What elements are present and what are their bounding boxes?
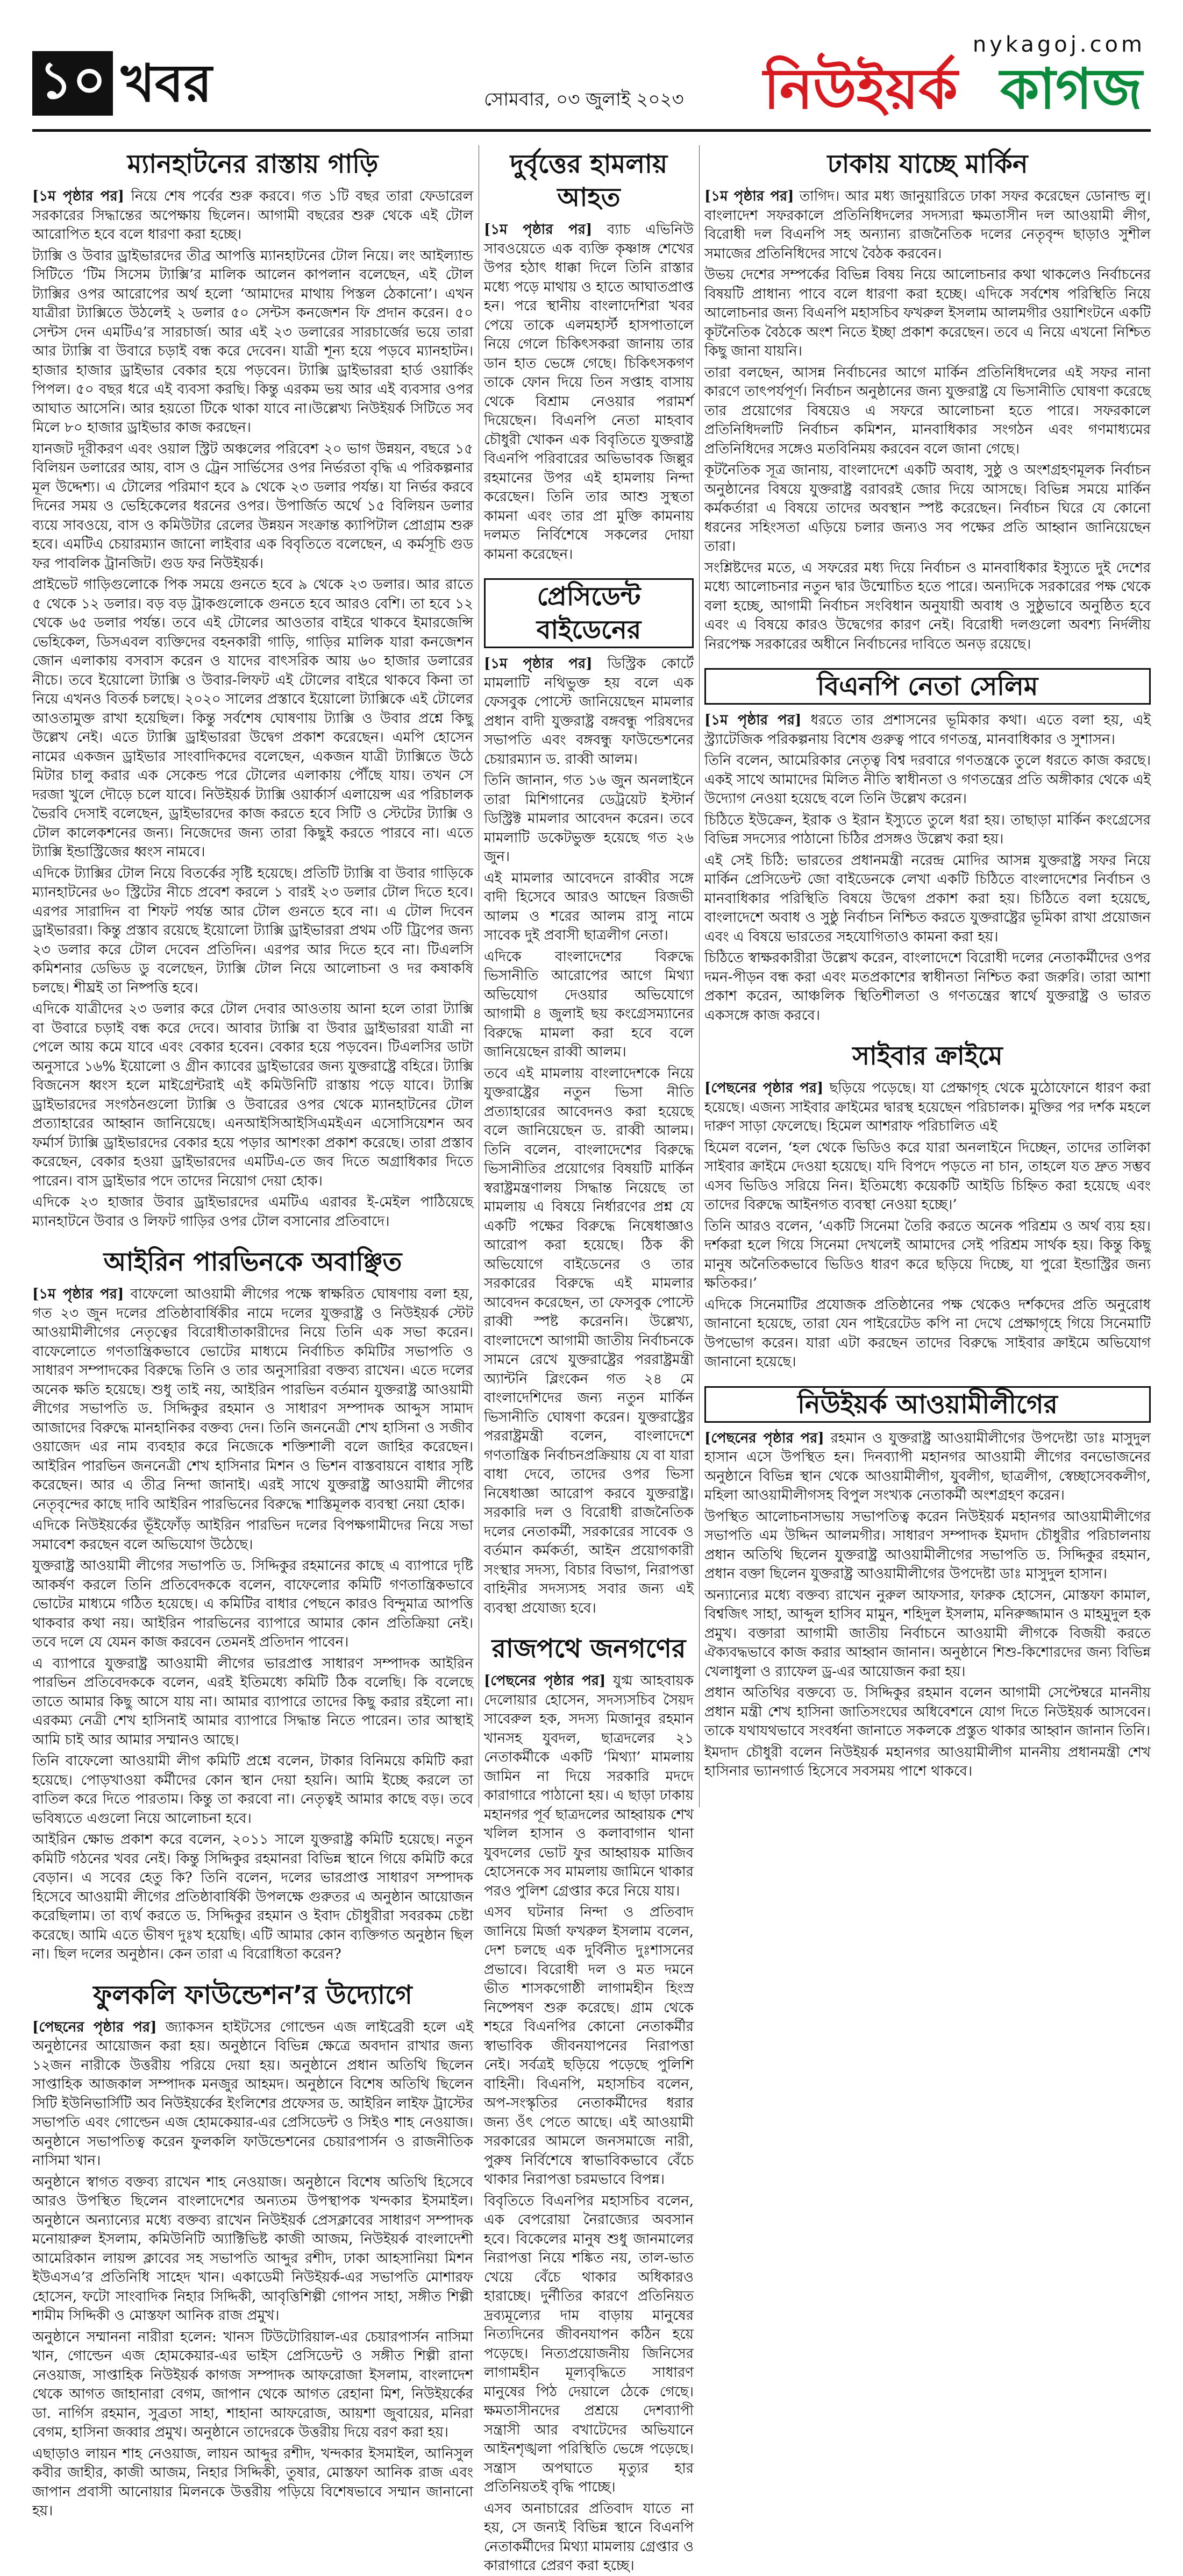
continuation-tag: [পেছনের পৃষ্ঠার পর] [704,1080,824,1096]
article-paragraph: যানজট দূরীকরণ এবং ওয়াল স্ট্রিট অঞ্চলের পরিবেশ ২০ ভাগ উন্নয়ন, বছরে ১৫ বিলিয়ন ডলারের আয়, বাস ও ট্রেন সার্ভিসের ওপর নির্ভরতা বৃদ্ধি এ পরিকল্পনার মূল উদ্দেশ্য। এ টোলের পরিমাণ হবে ৯ থেকে ২৩ ডলার পর্যন্ত। যা নির্ভর করবে দিনের সময় ও ভেহিকেলের ধরনের ওপর। উপার্জিত অর্থে ১৫ বিলিয়ন ডলার ব্যয়ে সাবওয়ে, বাস ও কমিউটার রেলের উন্নয়ন সংক্রান্ত ক্যাপিটাল প্রোগ্রাম শুরু হবে। এমটিএ চেয়ারম্যান জানো লাইবার এক বিবৃতিতে বলেছেন, এ কর্মসূচি গুড ফর পাবলিক ট্রানজিট। গুড ফর নিউইয়র্ক। [32,441,473,572]
article-paragraph [32,2018,473,2171]
dateline: সোমবার, ০৩ জুলাই ২০২৩ [484,89,684,110]
paragraph-text: বাফেলো আওয়ামী লীগের পক্ষে স্বাক্ষরিত ঘোষণায় বলা হয়, গত ২৩ জুন দলের প্রতিষ্ঠাবার্ষিকীর নামে দলের যুক্তরাষ্ট্র ও নিউইয়র্ক স্টেট আওয়ামীলীগের নেতৃত্বের বিরোধীতাকারীদের নিয়ে তিনি এক সভা করেন। বাফেলোতে গণতান্ত্রিকভাবে ভোটের মাধ্যমে নির্বাচিত কমিটির সভাপতি ও সাধারণ সম্পাদকের বিরুদ্ধে তিনি ও তার অনুসারিরা বক্তব্য রাখেন। এতে দলের অনেক ক্ষতি হয়েছে। শুধু তাই নয়, আইরিন পারভিন বর্তমান যুক্তরাষ্ট্র আওয়ামী লীগের সভাপতি ড. সিদ্দিকুর রহমান ও সাধারণ সম্পাদক আব্দুস সামাদ আজাদের বিরুদ্ধে মানহানিকর বক্তব্য দেন। তিনি জননেত্রী শেখ হাসিনা ও সজীব ওয়াজেদ এর নাম ব্যবহার করে নিজেকে শক্তিশালী বলে জাহির করেছেন। আইরিন পারভিন জননেত্রী শেখ হাসিনার মিশন ও ভিশন বাস্তবায়নে বাধার সৃষ্টি করেছেন। আর এ তীব্র নিন্দা জানাই। এরই সাথে যুক্তরাষ্ট্র আওয়ামী লীগের নেতৃবৃন্দের কাছে দাবি আইরিন পারভিনের বিরুদ্ধে শাস্তিমূলক ব্যবস্থা নেয়া হোক। [32,1286,473,1513]
article-paragraph [704,1429,1151,1506]
article-paragraph: অন্যান্যের মধ্যে বক্তব্য রাখেন নুরুল আফসার, ফারুক হোসেন, মোস্তফা কামাল, বিশ্বজিৎ সাহা, আব্দুল হাসিব মামুন, শহিদুল ইসলাম, মনিরুজ্জামান ও মাহমুদুল হক প্রমুখ। বক্তারা আগামী জাতীয় নির্বাচনে আওয়ামী লীগকে বিজয়ী করতে ঐক্যবদ্ধভাবে কাজ করার আহ্বান জানান। অনুষ্ঠানে শিশু-কিশোরদের জন্য বিভিন্ন খেলাধুলা ও র‍্যাফেল ড্র-এর আয়োজন করা হয়। [704,1587,1151,1680]
article-dhaka [704,147,1151,654]
article-paragraph [32,1285,473,1514]
article-paragraph: এ ব্যাপারে যুক্তরাষ্ট্র আওয়ামী লীগের ভারপ্রাপ্ত সাধারণ সম্পাদক আইরিন পারভিন প্রতিবেদককে বলেন, এরই ইতিমধ্যে কমিটি ঠিক বলেছি। কি বলেছে তাতে আমার কিছু আসে যায় না। আমার ব্যাপারে তাদের কিছু করার রইলো না। এরকম্য নেত্রী শেখ হাসিনাই আমার ব্যাপারে সিদ্ধান্ত নিতে পারেন। তার আস্থাই আমি চাই আর আমার সম্মানও আছে। [32,1655,473,1748]
article-paragraph: তিনি বলেন, আমেরিকার নেতৃত্ব বিশ্ব দরবারে গণতন্ত্রকে তুলে ধরতে কাজ করছে। একই সাথে আমাদের মিলিত নীতি স্বাধীনতা ও গণতন্ত্রের প্রতি অঙ্গীকার থেকে এই উদ্যোগ নেওয়া হয়েছে বলে তিনি উল্লেখ করেন। [704,753,1151,807]
page-number: ১০ [32,51,113,116]
article-paragraph: উভয় দেশের সম্পর্কের বিভিন্ন বিষয় নিয়ে আলোচনার কথা থাকলেও নির্বাচনের বিষয়টি প্রাধান্য পাবে বলে ধারণা করা হচ্ছে। এদিকে সর্বশেষ পরিস্থিতি নিয়ে আলোচনার জন্য বিএনপি মহাসচিব ফখরুল ইসলাম আলমগীর ওয়াশিংটনে একটি কূটনৈতিক বৈঠকে অংশ নিতে ইচ্ছা প্রকাশ করেছেন। তবে এ নিয়ে এখনো নিশ্চিত কিছু জানা যায়নি। [704,267,1151,359]
article-paragraph: এদিকে সিনেমাটির প্রযোজক প্রতিষ্ঠানের পক্ষ থেকেও দর্শকদের প্রতি অনুরোধ জানানো হয়েছে, তারা যেন পাইরেটেড কপি না দেখে প্রেক্ষাগৃহে গিয়ে সিনেমাটি উপভোগ করেন। যারা এটা করছেন তাদের বিরুদ্ধে সাইবার ক্রাইমে অভিযোগ জানানো হয়েছে। [704,1296,1151,1370]
paragraph-text: ব্যাচ এভিনিউ সাবওয়েতে এক ব্যক্তি কৃষ্ণাঙ্গ শেখের উপর হঠাৎ ধাক্কা দিলে তিনি রাস্তার মধ্যে পড়ে মাথায় ও হাতে আঘাতপ্রাপ্ত হন। পরে স্থানীয় বাংলাদেশিরা খবর পেয়ে তাকে এলমহার্স্ট হাসপাতালে নিয়ে গেলে চিকিৎসকরা জানায় তার ডান হাত ভেঙ্গে গেছে। চিকিৎসকগণ তাকে ফোন দিয়ে তিন সপ্তাহ বাসায় থেকে বিশ্রাম নেওয়ার পরামর্শ দিয়েছেন। বিএনপি নেতা মাহবাব চৌধুরী খোকন এক বিবৃতিতে যুক্তরাষ্ট্র বিএনপি পরিবারের অভিভাবক জিল্লুর রহমানের উপর এই হামলায় নিন্দা করেছেন। তিনি তার আশু সুস্থতা কামনা এবং তার প্রা মুক্তি কামনায় দলমত নির্বিশেষে সকলের দোয়া কামনা করেছেন। [484,222,694,563]
article-paragraph: উপস্থিত আলোচনাসভায় সভাপতিত্ব করেন নিউইয়র্ক মহানগর আওয়ামীলীগের সভাপতি এম উদ্দিন আলমগীর। সাধারণ সম্পাদক ইমদাদ চৌধুরীর পরিচালনায় প্রধান অতিথি ছিলেন যুক্তরাষ্ট্র আওয়ামীলীগের সভাপতি ড. সিদ্দিকুর রহমান, প্রধান বক্তা ছিলেন যুক্তরাষ্ট্র আওয়ামীলীগের উপদেষ্টা ডাঃ মাসুদুল হাসান। [704,1508,1151,1582]
article-headline: নিউইয়র্ক আওয়ামীলীগের [704,1386,1151,1423]
article-paragraph: এসব ঘটনার নিন্দা ও প্রতিবাদ জানিয়ে মির্জা ফখরুল ইসলাম বলেন, দেশ চলছে এক দুর্বিনীত দুঃশাসনের প্রভাবে। বিরোধী দল ও মত দমনে ভীত শাসকগোষ্ঠী লাগামহীন হিংস্র নিষ্পেষণ শুরু করেছে। গ্রাম থেকে শহরে বিএনপির কোনো নেতাকর্মীর স্বাভাবিক জীবনযাপনের নিরাপত্তা নেই। সর্বত্রই ছড়িয়ে পড়েছে পুলিশি বাহিনী। বিএনপি, মহাসচিব বলেন, অপ-সংস্কৃতির নেতাকর্মীদের ধরার জন্য ওঁৎ পেতে আছে। এই আওয়ামী সরকারের আমলে জনসমাজে নারী, পুরুষ নির্বিশেষে স্বাভাবিকভাবে বেঁচে থাকার নিরাপত্তা চরমভাবে বিপন্ন। [484,1904,694,2188]
column-divider [699,145,700,1807]
article-paragraph: এদিকে নিউইয়র্কের ভূঁইফোঁড় আইরিন পারভিন দলের বিপক্ষগামীদের নিয়ে সভা সমাবেশ করছেন বলে অভিযোগ উঠেছে। [32,1517,473,1553]
article-paragraph [704,1079,1151,1137]
paragraph-text: ডিস্ট্রিক কোর্টে মামলাটি নথিভুক্ত হয় বলে এক ফেসবুক পোস্টে জানিয়েছেন মামলার প্রধান বাদী যুক্তরাষ্ট্র বঙ্গবন্ধু পরিষদের সভাপতি এবং বঙ্গবন্ধু ফাউন্ডেশনের চেয়ারম্যান ড. রাব্বী আলম। [484,656,694,768]
article-paragraph: কূটনৈতিক সূত্র জানায়, বাংলাদেশে একটি অবাধ, সুষ্ঠু ও অংশগ্রহণমূলক নির্বাচন অনুষ্ঠানের বিষয়ে যুক্তরাষ্ট্র বরাবরই জোর দিয়ে আসছে। বিভিন্ন সময়ে মার্কিন কর্মকর্তারা এ বিষয়ে তাদের অবস্থান স্পষ্ট করেছেন। নির্বাচন ঘিরে যে কোনো ধরনের সহিংসতা এড়িয়ে চলার জন্যও সব পক্ষের প্রতি আহ্বান জানিয়েছেন তারা। [704,462,1151,555]
paragraph-text: ধরতে তার প্রশাসনের ভূমিকার কথা। এতে বলা হয়, এই স্ট্র্যাটেজিক পরিকল্পনায় বিশেষ গুরুত্ব পাবে গণতন্ত্র, মানবাধিকার ও সুশাসন। [704,712,1151,748]
article-paragraph: প্রধান অতিথির বক্তব্যে ড. সিদ্দিকুর রহমান বলেন আগামী সেপ্টেম্বরে মাননীয় প্রধান মন্ত্রী শেখ হাসিনা জাতিসংঘের অধিবেশনে যোগ দিতে নিউইয়র্ক আসবেন। তাকে যথাযথভাবে সংবর্ধনা জানাতে সকলকে প্রস্তুত থাকার আহ্বান জানান তিনি। [704,1685,1151,1739]
paragraph-text: জ্যাকসন হাইটসের গোল্ডেন এজ লাইব্রেরী হলে এই অনুষ্ঠানের আয়োজন করা হয়। অনুষ্ঠানে বিভিন্ন ক্ষেত্রে অবদান রাখার জন্য ১২জন নারীকে উত্তরীয় পরিয়ে দেয়া হয়। অনুষ্ঠানে প্রধান অতিথি ছিলেন সাপ্তাহিক আজকাল সম্পাদক মনজুর আহমদ। অনুষ্ঠানে বিশেষ অতিথি ছিলেন সিটি ইউনিভার্সিটি অব নিউইয়র্কের ইংলিশের প্রফেসর ড. আইরিন লাইফ ট্রাস্টের সভাপতি এবং গোল্ডেন এজ হোমকেয়ার-এর প্রেসিডেন্ট ও সিইও শাহ নেওয়াজ। অনুষ্ঠানে সভাপতিত্ব করেন ফুলকলি ফাউন্ডেশনের চেয়ারপার্সন ও রাজনীতিক নাসিমা খান। [32,2019,474,2169]
column-right [704,145,1151,1807]
article-paragraph: প্রাইভেট গাড়িগুলোকে পিক সময়ে গুনতে হবে ৯ থেকে ২৩ ডলার। আর রাতে ৫ থেকে ১২ ডলার। বড় বড় ট্রাকগুলোকে গুনতে হবে আরও বেশি। তা হবে ১২ থেকে ৬৫ ডলার পর্যন্ত। তবে এই টোলের আওতার বাইরে থাকবে ইমারজেন্সি ভেহিকেল, ডিসএবল ব্যক্তিদের বহনকারী গাড়ি, গাড়ির মালিক যারা কনজেশন জোন এলাকায় বসবাস করেন ও যাদের বাৎসরিক আয় ৬০ হাজার ডলারের নীচে। তবে ইয়োলো ট্যাক্সি ও উবার-লিফট এই টোলের বাইরে থাকবে কিনা তা নিয়ে এখনও বিতর্ক চলছে। ২০২০ সালের প্রস্তাবে ইয়োলো ট্যাক্সিকে এই টোলের আওতামুক্ত রাখা হয়েছিল। কিন্তু সর্বশেষ ঘোষণায় ট্যাক্সি ও উবার প্রশ্নে কিছু উল্লেখ নেই। এতে ট্যাক্সি ড্রাইভাররা উদ্বেগ প্রকাশ করেছেন। এমপি হোসেন নামের একজন ড্রাইভার সাংবাদিকদের বলেছেন, একজন যাত্রী ট্যাক্সিতে উঠে মিটার চালু করার এক সেকেন্ড পরে টোলের এলাকায় পৌঁছে যায়। তখন সে দরজা খুলে দৌড়ে চলে যাবে। নিউইয়র্ক ট্যাক্সি ওয়ার্কার্স এলায়েন্স এর পরিচালক ভৈরবি দেসাই বলেছেন, ড্রাইভারদের কাজ করতে হবে সিটি ও স্টেটের ট্যাক্সি ও টোল কালেকশনের জন্য। নিজেদের জন্য তারা কিছুই করতে পারবে না। এতে ট্যাক্সি ইন্ডাস্ট্রিজের ধ্বংস নামবে। [32,577,473,860]
article-paragraph: তিনি বাফেলো আওয়ামী লীগ কমিটি প্রশ্নে বলেন, টাকার বিনিময়ে কমিটি করা হয়েছে। পোড়খাওয়া কর্মীদের কোন স্থান দেয়া হয়নি। আমি ইচ্ছে করলে তা বাতিল করে দিতে পারতাম। কিন্তু তা করবো না। নেতৃত্বই আমার কাছে বড়। তবে ভবিষ্যতে এগুলো নিয়ে আলোচনা হবে। [32,1753,473,1827]
article-paragraph: এদিকে ২৩ হাজার উবার ড্রাইভারদের এমটিএ এরাবর ই-মেইল পাঠিয়েছে ম্যানহাটনে উবার ও লিফট গাড়ির ওপর টোল বসানোর প্রতিবাদে। [32,1194,473,1230]
brand-name-green: কাগজ [1000,56,1143,122]
article-paragraph: বিবৃতিতে বিএনপির মহাসচিব বলেন, এক বেপরোয়া নৈরাজ্যের অবসান হবে। বিকেলের মানুষ শুধু জানমালের নিরাপত্তা নিয়ে শঙ্কিত নয়, তাল-ভাত খেয়ে বেঁচে থাকার অধিকারও হারাচ্ছে। দুর্নীতির কারণে প্রতিনিয়ত দ্রব্যমূল্যের দাম বাড়ায় মানুষের নিত্যদিনের জীবনযাপন কঠিন হয়ে পড়েছে। নিত্যপ্রয়োজনীয় জিনিসের লাগামহীন মূল্যবৃদ্ধিতে সাধারণ মানুষের পিঠ দেয়ালে ঠেকে গেছে। ক্ষমতাসীনদের প্রশ্রয়ে দেশব্যাপী সন্ত্রাসী আর বখাটেদের অভিযানে আইনশৃঙ্খলা পরিস্থিতি ভেঙ্গে পড়েছে। সন্ত্রাস অপঘাতে মৃত্যুর হার প্রতিনিয়তই বৃদ্ধি পাচ্ছে। [484,2192,694,2495]
article-paragraph: তবে এই মামলায় বাংলাদেশকে নিয়ে যুক্তরাষ্ট্রের নতুন ভিসা নীতি প্রত্যাহারের আবেদনও করা হয়েছে বলে জানিয়েছেন ড. রাব্বী আলম। তিনি বলেন, বাংলাদেশের বিরুদ্ধে ভিসানীতির প্রয়োগের বিষয়টি মার্কিন স্বরাষ্ট্রমন্ত্রণালয় সিদ্ধান্ত নিয়েছে তা মামলায় এ বিষয়ে নির্ধারণের প্রশ্ন যে একটি পক্ষের বিরুদ্ধে নিষেধাজ্ঞাও আরোপ করা হয়েছে। ঠিক কী অভিযোগে বাইডেনের ও তার সরকারের বিরুদ্ধে এই মামলার আবেদন করেছেন, তা ফেসবুক পোস্টে রাব্বী স্পষ্ট করেননি। উল্লেখ্য, বাংলাদেশে আগামী জাতীয় নির্বাচনকে সামনে রেখে যুক্তরাষ্ট্রের পররাষ্ট্রমন্ত্রী অ্যান্টনি ব্লিংকেন গত ২৪ মে বাংলাদেশিদের জন্য নতুন মার্কিন ভিসানীতি ঘোষণা করেন। যুক্তরাষ্ট্রের পররাষ্ট্রমন্ত্রী বলেন, বাংলাদেশে গণতান্ত্রিক নির্বাচনপ্রক্রিয়ায় যে বা যারা বাধা দেবে, তাদের ওপর ভিসা নিষেধাজ্ঞা আরোপ করবে যুক্তরাষ্ট্র। সরকারি দল ও বিরোধী রাজনৈতিক দলের নেতাকর্মী, সরকারের সাবেক ও বর্তমান কর্মকর্তা, আইন প্রয়োগকারী সংস্থার সদস্য, বিচার বিভাগ, নিরাপত্তা বাহিনীর সদস্যসহ সবার জন্য এই ব্যবস্থা প্রযোজ্য হবে। [484,1065,694,1616]
article-paragraph: হিমেল বলেন, ‘হল থেকে ভিডিও করে যারা অনলাইনে দিচ্ছেন, তাদের তালিকা সাইবার ক্রাইমে দেওয়া হয়েছে। যদি বিপদে পড়তে না চান, তাহলে যত দ্রুত সম্ভব এসব ভিডিও সরিয়ে নিন। ইতিমধ্যে কয়েকটি আইডি চিহ্নিত করা হয়েছে এবং তাদের বিরুদ্ধে আইনগত ব্যবস্থা নেওয়া হচ্ছে।’ [704,1139,1151,1213]
article-paragraph: ট্যাক্সি ও উবার ড্রাইভারদের তীব্র আপত্তি ম্যানহাটনের টোল নিয়ে। লং আইল্যান্ড সিটিতে ‘টিম সিসেম ট্যাক্সি’র মালিক আলেন কাপলান বলেছেন, এই টোল ট্যাক্সির ওপর আরোপের অর্থ হলো ‘আমাদের মাথায় পিস্তল ঠেকানো’। এখন যাত্রীরা ট্যাক্সিতে উঠলেই ২ ডলার ৫০ সেন্টস কনজেশন ফি প্রদান করেন। ৫০ সেন্টস দেন এমটিএ’র সারচার্জ। আর এই ২৩ ডলারের সারচার্জের ভয়ে তারা আর ট্যাক্সি বা উবারে চড়াই বন্ধ করে দেবেন। যাত্রী শূন্য হয়ে পড়বে ম্যানহাটন। হাজার হাজার ড্রাইভার বেকার হয়ে পড়বেন। ট্যাক্সি ড্রাইভাররা হার্ড ওয়ার্কিং পিপল। ৫০ বছর ধরে এই ব্যবসা করছি। কিন্তু এরকম ভয় আর এই ব্যবসার ওপর আঘাত আসেনি। আর হয়তো টিকে থাকা যাবে না।উল্লেখ্য নিউইয়র্ক সিটিতে সব মিলে ৮০ হাজার ড্রাইভার কাজ করছেন। [32,247,473,436]
article-paragraph: এদিকে ট্যাক্সির টোল নিয়ে বিতর্কের সৃষ্টি হয়েছে। প্রতিটি ট্যাক্সি বা উবার গাড়িকে ম্যানহাটনের ৬০ স্ট্রিটের নীচে প্রবেশ করলে ১ বারই ২৩ ডলার টোল দিতে হবে। এরপর সারাদিন বা শিফট পর্যন্ত আর টোল গুনতে হবে না। এ টোল দিবেন ড্রাইভাররা। কিন্তু প্রস্তাব রয়েছে ইয়োলো ট্যাক্সি ড্রাইভাররা প্রথম ৩টি ট্রিপের জন্য ২৩ ডলার করে টোল দেবেন প্রতিদিন। এরপর আর দিতে হবে না। টিএলসি কমিশনার ডেভিড ডু বলেছেন, ট্যাক্সি টোল নিয়ে আলোচনা ও দর কষাকষি চলছে। শীঘ্রই তা নিষ্পত্তি হবে। [32,865,473,996]
article-paragraph: এই সেই চিঠি: ভারতের প্রধানমন্ত্রী নরেন্দ্র মোদির আসন্ন যুক্তরাষ্ট্র সফর নিয়ে মার্কিন প্রেসিডেন্ট জো বাইডেনকে লেখা একটি চিঠিতে বাংলাদেশের নির্বাচন ও মানবাধিকার পরিস্থিতি বিষয়ে উদ্বেগ প্রকাশ করা হয়। চিঠিতে বলা হয়েছে, বাংলাদেশে অবাধ ও সুষ্ঠু নির্বাচন নিশ্চিত করতে যুক্তরাষ্ট্রের ভূমিকা রাখা প্রয়োজন এবং এ বিষয়ে ভারতের সহযোগিতাও কামনা করা হয়। [704,852,1151,945]
paragraph-text: ছড়িয়ে পড়েছে। যা প্রেক্ষাগৃহ থেকে মুঠোফোনে ধারণ করা হয়েছে। এজন্য সাইবার ক্রাইমের দ্বারস্থ হয়েছেন পরিচালক। মুক্তির পর দর্শক মহলে দারুণ সাড়া ফেলেছে। হিমেল আশরাফ পরিচালিত এই [704,1080,1151,1134]
article-paragraph [704,187,1151,264]
article-paragraph [484,655,694,769]
article-rajpoth [484,1632,694,2576]
article-headline: দুর্বৃত্তের হামলায় আহত [510,149,668,212]
article-irene [32,1245,473,1964]
article-paragraph: যুক্তরাষ্ট্র আওয়ামী লীগের সভাপতি ড. সিদ্দিকুর রহমানের কাছে এ ব্যাপারে দৃষ্টি আকর্ষণ করলে তিনি প্রতিবেদককে বলেন, বাফেলোর কমিটি গণতান্ত্রিকভাবে ভোটের মাধ্যমে গঠিত হয়েছে। এ কমিটির বাধার পেছনে কারও বিন্দুমাত্র আপত্তি থাকবার কথা নয়। আইরিন পারভিনের ব্যাপারে আমার কোন প্রতিক্রিয়া নেই। তবে দলে যে যেমন কাজ করবেন তেমনই প্রতিদান পাবেন। [32,1558,473,1650]
paragraph-text: যুগ্ম আহবায়ক দেলোয়ার হোসেন, সদস্যসচিব সৈয়দ সাবেরুল হক, সদস্য মিজানুর রহমান খানসহ যুবদল, ছাত্রদলের ২১ নেতাকর্মীকে একটি ‘মিথ্যা’ মামলায় জামিন না দিয়ে সরকারি মদদে কারাগারে পাঠানো হয়। এ ছাড়া ঢাকায় মহানগর পূর্ব ছাত্রদলের আহ্বায়ক শেখ খলিল হাসান ও কলাবাগান থানা যুবদলের ভোট ফুর আহ্বায়ক মাজিব হোসেনকে সব মামলায় জামিনে থাকার পরও পুলিশ গ্রেপ্তার করে নিয়ে যায়। [484,1673,694,1899]
article-paragraph: এসব অনাচারের প্রতিবাদ যাতে না হয়, সে জন্যই বিভিন্ন স্থানে বিএনপি নেতাকর্মীদের মিথ্যা মামলায় গ্রেপ্তার ও কারাগারে প্রেরণ করা হচ্ছে। [484,2500,694,2574]
continuation-tag: [১ম পৃষ্ঠার পর] [32,188,124,204]
article-headline: ম্যানহাটনের রাস্তায় গাড়ি [127,149,379,179]
column-left [32,145,474,2519]
article-headline: আইরিন পারভিনকে অবাঞ্ছিত [103,1247,402,1277]
article-biden [484,578,694,1618]
paragraph-text: তাগিদ। আর মধ্য জানুয়ারিতে ঢাকা সফর করেছেন ডোনাল্ড লু। বাংলাদেশ সফরকালে প্রতিনিধিদলের সদস্যরা ক্ষমতাসীন দল আওয়ামী লীগ, বিরোধী দল বিএনপি সহ অন্যান্য রাজনৈতিক দলের নেতৃবৃন্দ ছাড়াও সুশীল সমাজের প্রতিনিধিদের সাথে বৈঠক করবেন। [704,188,1151,262]
continuation-tag: [পেছনের পৃষ্ঠার পর] [704,1430,824,1446]
article-paragraph [704,711,1151,749]
brand-name-red: নিউইয়র্ক [764,56,958,122]
website-text: nykagoj.com [972,32,1145,57]
continuation-tag: [১ম পৃষ্ঠার পর] [704,188,794,204]
column-middle [484,145,694,2574]
article-headline: সাইবার ক্রাইমে [852,1041,1003,1071]
article-paragraph: এদিকে যাত্রীদের ২৩ ডলার করে টোল দেবার আওতায় আনা হলে তারা ট্যাক্সি বা উবারে চড়াই বন্ধ করে দেবে। আবার ট্যাক্সি বা উবার ড্রাইভাররা যাত্রী না পেলে আয় কমে যাবে এবং বেকার হবেন। বেকার হয়ে পড়বেন। টিএলসির ডাটা অনুসারে ১৬% ইয়োলো ও গ্রীন ক্যাবের ড্রাইভারের জন্য যুক্তরাষ্ট্রে বহিরে। ট্যাক্সি বিজনেস ধ্বংস হলে মাইগ্রেন্টরাই এই কমিউনিটি রাস্তায় পড়ে যাবে। ট্যাক্সি ড্রাইভারদের সংগঠনগুলো ট্যাক্সি ও উবারের ওপর থেকে ম্যানহাটনের টোল প্রত্যাহারের আহ্বান জানিয়েছে। এনআইসিআইসিএমইএন এসোসিয়েশন অব ফর্মার্স ট্যাক্সি ড্রাইভারদের বেকার হয়ে পড়ার আশংকা প্রকাশ করেছে। তারা প্রস্তাব করেছেন, বেকার হওয়া ড্রাইভারদের এমটিএ-তে জব দিতে অগ্রাধিকার দিতে পারেন। বাস ড্রাইভার পদে তাদের নিয়োগ দেয়া হোক। [32,1001,473,1189]
continuation-tag: [পেছনের পৃষ্ঠার পর] [32,2019,157,2035]
article-headline: ফুলকলি ফাউন্ডেশন’র উদ্যোগে [93,1979,412,2010]
paragraph-text: নিয়ে শেষ পর্বের শুরু করবে। গত ১টি বছর তারা ফেডারেল সরকারের সিদ্ধান্তের অপেক্ষায় ছিলেন। আগামী বছরের শুরু থেকে এই টোল আরোপিত হবে বলে ধারণা করা হচ্ছে। [32,188,473,243]
article-paragraph: অনুষ্ঠানে স্বাগত বক্তব্য রাখেন শাহ নেওয়াজ। অনুষ্ঠানে বিশেষ অতিথি হিসেবে আরও উপস্থিত ছিলেন বাংলাদেশের অন্যতম উপস্থাপক খন্দকার ইসমাইল। অনুষ্ঠানে অন্যান্যের মধ্যে বক্তব্য রাখেন নিউইয়র্ক প্রেসক্লাবের সাধারণ সম্পাদক মনোয়ারুল ইসলাম, কমিউনিটি অ্যাক্টিভিষ্ট কাজী আজম, নিউইয়র্ক বাংলাদেশী আমেরিকান লায়ন্স ক্লাবের সহ সভাপতি আব্দুর রশীদ, ঢাকা আহসানিয়া মিশন ইউএসএ’র প্রতিনিধি সাহেদ খান। একাডেমী নিউইয়র্ক-এর সভাপতি মোশারফ হোসেন, ফটো সাংবাদিক নিহার সিদ্দিকী, আবৃত্তিশিল্পী গোপন সাহা, সঙ্গীত শিল্পী শামীম সিদ্দিকী ও মোস্তফা আনিক রাজ প্রমুখ। [32,2174,473,2324]
article-durbritta [484,147,694,564]
article-headline: ঢাকায় যাচ্ছে মার্কিন [827,149,1028,179]
article-paragraph: এদিকে বাংলাদেশের বিরুদ্ধে ভিসানীতি আরোপের আগে মিথ্যা অভিযোগ দেওয়ার অভিযোগে আগামী ৪ জুলাই ছয় কংগ্রেসম্যানের বিরুদ্ধে মামলা করা হবে বলে জানিয়েছেন রাব্বী আলম। [484,948,694,1060]
article-paragraph [32,187,473,245]
article-ny-awami-league [704,1386,1151,1782]
continuation-tag: [১ম পৃষ্ঠার পর] [32,1286,124,1302]
article-paragraph [484,221,694,564]
article-headline: বিএনপি নেতা সেলিম [704,668,1151,705]
header-rule [32,129,1151,132]
article-paragraph: তারা বলছেন, আসন্ন নির্বাচনের আগে মার্কিন প্রতিনিধিদলের এই সফর নানা কারণে তাৎপর্যপূর্ণ। নির্বাচন অনুষ্ঠানের জন্য যুক্তরাষ্ট্র যে ভিসানীতি ঘোষণা করেছে তার প্রয়োগের বিষয়েও এ সফরে আলোচনা হতে পারে। সফরকালে প্রতিনিধিদলটি নির্বাচন কমিশন, মানবাধিকার সংগঠন এবং গণমাধ্যমের প্রতিনিধিদের সঙ্গেও মতবিনিময় করবেন বলে জানা গেছে। [704,364,1151,457]
article-paragraph: আইরিন ক্ষোভ প্রকাশ করে বলেন, ২০১১ সালে যুক্তরাষ্ট্র কমিটি হয়েছে। নতুন কমিটি গঠনের খবর নেই। কিন্তু সিদ্দিকুর রহমানরা বিভিন্ন স্থানে গিয়ে কমিটি করে বেড়ান। এ সবের হেতু কি? তিনি বলেন, দলের ভারপ্রাপ্ত সাধারণ সম্পাদক হিসেবে আওয়ামী লীগের প্রতিষ্ঠাবার্ষিকী উপলক্ষে গুরুতর এ অনুষ্ঠান আয়োজন করেছিলাম। তা ব্যর্থ করতে ড. সিদ্দিকুর রহমান ও ইবাদ চৌধুরীরা সবরকম চেষ্টা করেছে। আমি এতে ভীষণ দুঃখ হয়েছি। এটি আমার কোন ব্যক্তিগত অনুষ্ঠান ছিল না। ছিল দলের অনুষ্ঠান। কেন তারা এ বিরোধিতা করেন? [32,1832,473,1962]
article-paragraph: এই মামলার আবেদনে রাব্বীর সঙ্গে বাদী হিসেবে আরও আছেন রিজভী আলম ও শরের আলম রাসু নামে সাবেক দুই প্রবাসী ছাত্রলীগ নেতা। [484,870,694,943]
article-headline: রাজপথে জনগণের [491,1634,686,1664]
article-paragraph: এছাড়াও লায়ন শাহ নেওয়াজ, লায়ন আব্দুর রশীদ, খন্দকার ইসমাইল, আনিসুল কবীর জাহীর, কাজী আজম, নিহার সিদ্দিকী, তুষার, মোস্তফা আনিক রাজ এবং জাপান প্রবাসী আনোয়ার মিলনকে উত্তরীয় পড়িয়ে বিশেষভাবে সম্মান জানানো হয়। [32,2445,473,2519]
masthead [32,22,1151,124]
paragraph-text: রহমান ও যুক্তরাষ্ট্র আওয়ামীলীগের উপদেষ্টা ডাঃ মাসুদুল হাসান এসে উপস্থিত হন। দিনব্যাপী মহানগর আওয়ামী লীগের বনভোজনের অনুষ্ঠানে বিভিন্ন স্থান থেকে আওয়ামীলীগ, যুবলীগ, ছাত্রলীগ, স্বেচ্ছাসেবকলীগ, মহিলা আওয়ামীলীগসহ বিপুল সংখ্যক নেতাকর্মী অংশগ্রহণ করেন। [704,1430,1151,1503]
article-paragraph: ইমদাদ চৌধুরী বলেন নিউইয়র্ক মহানগর আওয়ামীলীগ মাননীয় প্রধানমন্ত্রী শেখ হাসিনার ভ্যানগার্ড হিসেবে সবসময় পাশে থাকবে। [704,1744,1151,1779]
newspaper-logo [764,32,1151,129]
article-paragraph: চিঠিতে স্বাক্ষরকারীরা উল্লেখ করেন, বাংলাদেশে বিরোধী দলের নেতাকর্মীদের ওপর দমন-পীড়ন বন্ধ করা এবং মতপ্রকাশের স্বাধীনতা নিশ্চিত করা জরুরি। তারা আশা প্রকাশ করেন, আঞ্চলিক স্থিতিশীলতা ও গণতন্ত্রের স্বার্থে যুক্তরাষ্ট্র ও ভারত একসঙ্গে কাজ করবে। [704,950,1151,1024]
article-paragraph: চিঠিতে ইউক্রেন, ইরাক ও ইরান ইস্যুতে তুলে ধরা হয়। তাছাড়া মার্কিন কংগ্রেসের বিভিন্ন সদস্যের পাঠানো চিঠির প্রসঙ্গও উল্লেখ করা হয়। [704,812,1151,847]
continuation-tag: [১ম পৃষ্ঠার পর] [704,712,802,728]
article-manhattan [32,147,473,1231]
article-paragraph [484,1672,694,1901]
article-fulkoli [32,1978,473,2521]
continuation-tag: [পেছনের পৃষ্ঠার পর] [484,1673,606,1689]
article-paragraph: তিনি আরও বলেন, ‘একটি সিনেমা তৈরি করতে অনেক পরিশ্রম ও অর্থ ব্যয় হয়। দর্শকরা হলে গিয়ে সিনেমা দেখলেই আমাদের সেই পরিশ্রম সার্থক হয়। কিন্তু কিছু মানুষ অনৈতিকভাবে ভিডিও ধারণ করে ছড়িয়ে দিচ্ছে, যা পুরো ইন্ডাস্ট্রির জন্য ক্ষতিকর।’ [704,1218,1151,1291]
article-paragraph: অনুষ্ঠানে সম্মাননা নারীরা হলেন: খানস টিউটোরিয়াল-এর চেয়ারপার্সন নাসিমা খান, গোল্ডেন এজ হোমকেয়ার-এর ভাইস প্রেসিডেন্ট ও সঙ্গীত শিল্পী রানা নেওয়াজ, সাপ্তাহিক নিউইয়র্ক কাগজ সম্পাদক আফরোজা ইসলাম, বাংলাদেশ থেকে আগত জাহানারা বেগম, জাপান থেকে আগত রেহানা মিশ, নিউইয়র্কের ডা. নার্গিস রহমান, সুব্রতা সাহা, শাহানা আফরোজ, আয়শা জুবায়ের, মনিরা বেগম, হাসিনা জব্বার প্রমুখ। অনুষ্ঠানে তাদেরকে উত্তরীয় দিয়ে বরণ করা হয়। [32,2329,473,2440]
section-name: খবর [121,53,212,113]
continuation-tag: [১ম পৃষ্ঠার পর] [484,222,593,238]
article-headline: প্রেসিডেন্ট বাইডেনের [484,578,694,648]
article-paragraph: সংশ্লিষ্টদের মতে, এ সফরের মধ্য দিয়ে নির্বাচন ও মানবাধিকার ইস্যুতে দুই দেশের মধ্যে আলোচনার নতুন দ্বার উন্মোচিত হতে পারে। অন্যদিকে সরকারের পক্ষ থেকে বলা হচ্ছে, আগামী নির্বাচন সংবিধান অনুযায়ী অবাধ ও সুষ্ঠুভাবে অনুষ্ঠিত হবে এবং এ বিষয়ে কারও উদ্বেগের কারণ নেই। বিরোধী দলগুলো অবশ্য নির্দলীয় নিরপেক্ষ সরকারের অধীনে নির্বাচনের দাবিতে অনড় রয়েছে। [704,559,1151,652]
article-cyber [704,1039,1151,1372]
article-selim [704,668,1151,1025]
article-paragraph: তিনি জানান, গত ১৬ জুন অনলাইনে তারা মিশিগানের ডেট্রয়েট ইস্টার্ন ডিস্ট্রিক্ট মামলার আবেদন করেন। তবে মামলাটি ডকেটভুক্ত হয়েছে গত ২৬ জুন। [484,772,694,865]
continuation-tag: [১ম পৃষ্ঠার পর] [484,656,593,672]
